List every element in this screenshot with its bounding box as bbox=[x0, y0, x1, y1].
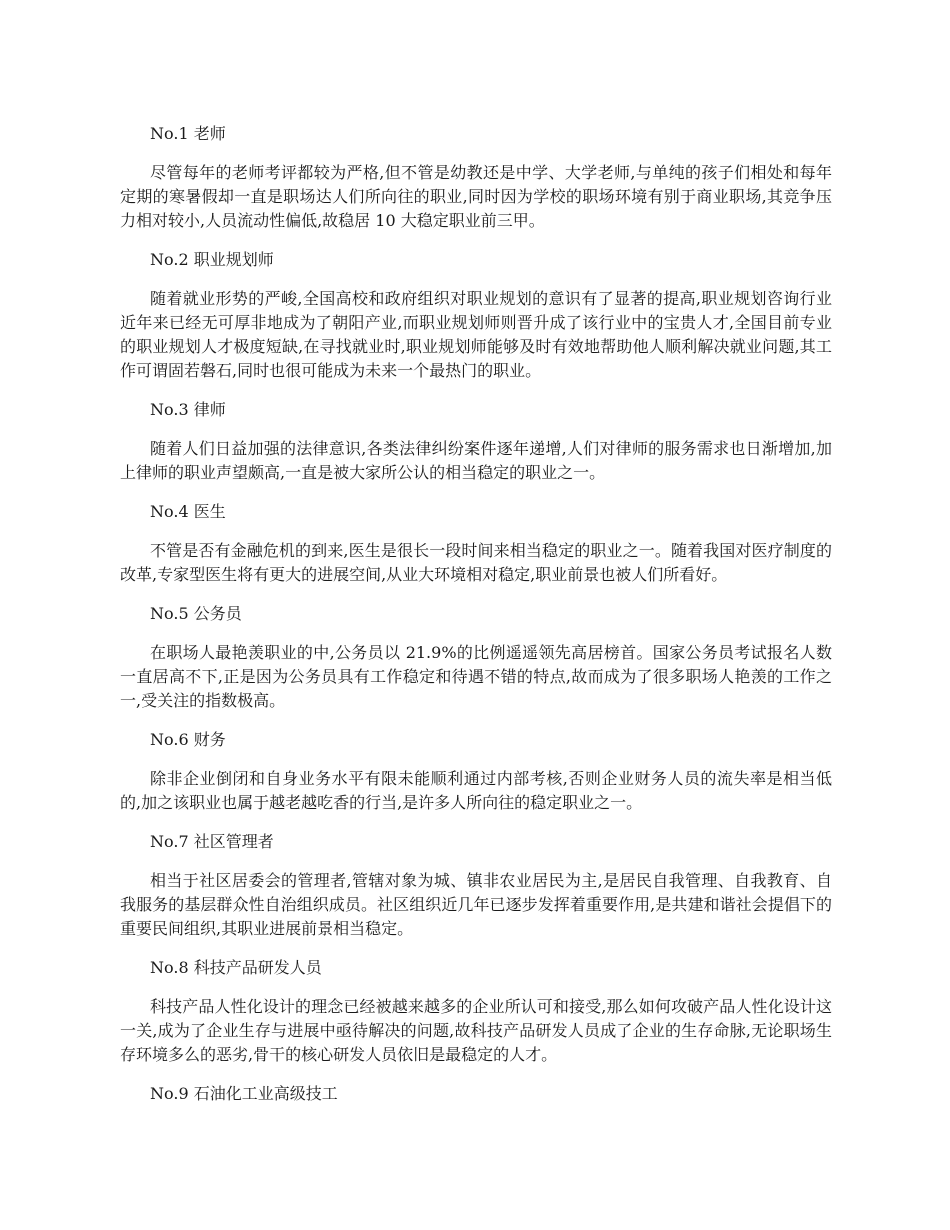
section-heading-2: No.2 职业规划师 bbox=[150, 250, 274, 269]
section-heading-6: No.6 财务 bbox=[150, 730, 226, 749]
section-heading-9: No.9 石油化工业高级技工 bbox=[150, 1084, 338, 1103]
section-body-5: 在职场人最艳羡职业的中,公务员以 21.9%的比例遥遥领先高居榜首。国家公务员考试报名人数一直居高不下,正是因为公务员具有工作稳定和待遇不错的特点,故而成为了很多职场人艳羡的工作之一,受关注的指数极高。 bbox=[120, 643, 832, 710]
section-body-7: 相当于社区居委会的管理者,管辖对象为城、镇非农业居民为主,是居民自我管理、自我教育、自我服务的基层群众性自治组织成员。社区组织近几年已逐步发挥着重要作用,是共建和谐社会提倡下的重要民间组织,其职业进展前景相当稳定。 bbox=[120, 871, 832, 938]
section-heading-1: No.1 老师 bbox=[150, 124, 226, 143]
section-body-2: 随着就业形势的严峻,全国高校和政府组织对职业规划的意识有了显著的提高,职业规划咨询行业近年来已经无可厚非地成为了朝阳产业,而职业规划师则晋升成了该行业中的宝贵人才,全国目前专业的职业规划人才极度短缺,在寻找就业时,职业规划师能够及时有效地帮助他人顺利解决就业问题,其工作可谓固若磐石,同时也很可能成为未来一个最热门的职业。 bbox=[120, 289, 832, 380]
section-heading-3: No.3 律师 bbox=[150, 400, 226, 419]
section-heading-8: No.8 科技产品研发人员 bbox=[150, 958, 322, 977]
section-heading-5: No.5 公务员 bbox=[150, 604, 242, 623]
section-body-3: 随着人们日益加强的法律意识,各类法律纠纷案件逐年递增,人们对律师的服务需求也日渐增加,加上律师的职业声望颇高,一直是被大家所公认的相当稳定的职业之一。 bbox=[120, 439, 832, 482]
section-body-8: 科技产品人性化设计的理念已经被越来越多的企业所认可和接受,那么如何攻破产品人性化设计这一关,成为了企业生存与进展中亟待解决的问题,故科技产品研发人员成了企业的生存命脉,无论职场生存环境多么的恶劣,骨干的核心研发人员依旧是最稳定的人才。 bbox=[120, 997, 832, 1064]
section-body-4: 不管是否有金融危机的到来,医生是很长一段时间来相当稳定的职业之一。随着我国对医疗制度的改革,专家型医生将有更大的进展空间,从业大环境相对稳定,职业前景也被人们所看好。 bbox=[120, 541, 832, 584]
section-heading-4: No.4 医生 bbox=[150, 502, 226, 521]
document-page bbox=[120, 122, 832, 1121]
section-body-6: 除非企业倒闭和自身业务水平有限未能顺利通过内部考核,否则企业财务人员的流失率是相当低的,加之该职业也属于越老越吃香的行当,是许多人所向往的稳定职业之一。 bbox=[120, 769, 832, 812]
section-body-1: 尽管每年的老师考评都较为严格,但不管是幼教还是中学、大学老师,与单纯的孩子们相处和每年定期的寒暑假却一直是职场达人们所向往的职业,同时因为学校的职场环境有别于商业职场,其竞争压力相对较小,人员流动性偏低,故稳居 10 大稳定职业前三甲。 bbox=[120, 163, 832, 230]
section-heading-7: No.7 社区管理者 bbox=[150, 832, 274, 851]
